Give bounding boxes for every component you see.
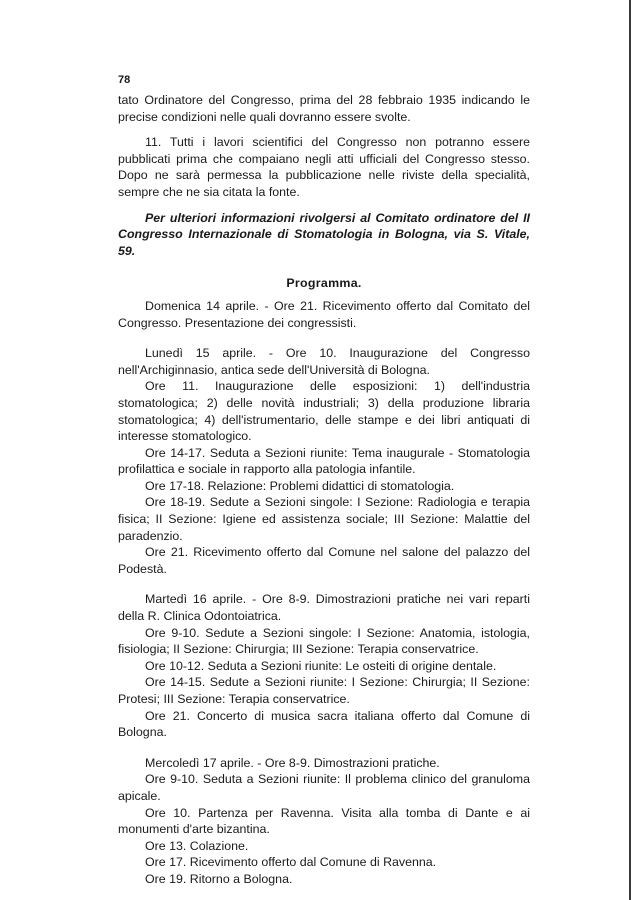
paragraph-article-11: 11. Tutti i lavori scientifici del Congresso non potranno essere pubblicati prima che compaiano negli atti ufficiali del Congresso stesso. Dopo ne sarà permessa la pubblicazione nelle riviste della specialità, sempre che ne sia citata la fonte.	[118, 135, 530, 199]
program-monday-item: Ore 17-18. Relazione: Problemi didattici di stomatologia.	[145, 478, 455, 493]
program-wednesday-item: Ore 9-10. Seduta a Sezioni riunite: Il problema clinico del granuloma apicale.	[118, 772, 530, 803]
program-tuesday-item: Ore 21. Concerto di musica sacra italiana offerto dal Comune di Bologna.	[118, 708, 530, 740]
program-monday-item: Ore 11. Inaugurazione delle esposizioni: 1) dell'industria stomatologica; 2) delle novità industriali; 3) della produzione libraria stomatologica; 4) dell'istrumentario, delle stampe e dei libri antiquati di interesse stomatologico.	[118, 379, 530, 444]
program-monday-item: Ore 14-17. Seduta a Sezioni riunite: Tema inaugurale - Stomatologia profilattica e sociale in rapporto alla patologia infantile.	[118, 445, 530, 477]
program-wednesday-intro: Mercoledì 17 aprile. - Ore 8-9. Dimostrazioni pratiche.	[145, 755, 440, 770]
program-tuesday-intro: Martedì 16 aprile. - Ore 8-9. Dimostrazioni pratiche nei vari reparti della R. Clinica Odontoiatrica.	[118, 592, 530, 624]
program-tuesday-item: Ore 9-10. Sedute a Sezioni singole: I Sezione: Anatomia, istologia, fisiologia; II Sezione: Chirurgia; III Sezione: Terapia conservatrice.	[118, 625, 530, 657]
page-number: 78	[118, 74, 131, 86]
page-body	[118, 92, 530, 888]
paragraph-contact-info: Per ulteriori informazioni rivolgersi al Comitato ordinatore del II Congresso Internazionale di Stomatologia in Bologna, via S. Vitale, 59.	[118, 210, 530, 258]
program-monday-intro: Lunedì 15 aprile. - Ore 10. Inaugurazione del Congresso nell'Archiginnasio, antica sede dell'Università di Bologna.	[118, 346, 530, 377]
program-wednesday-item: Ore 10. Partenza per Ravenna. Visita alla tomba di Dante e ai monumenti d'arte bizantina.	[118, 805, 530, 837]
program-wednesday-item: Ore 19. Ritorno a Bologna.	[145, 871, 293, 886]
program-wednesday-item: Ore 17. Ricevimento offerto dal Comune di Ravenna.	[145, 855, 437, 870]
program-wednesday-item: Ore 13. Colazione.	[145, 838, 249, 853]
program-monday-item: Ore 21. Ricevimento offerto dal Comune nel salone del palazzo del Podestà.	[118, 545, 530, 576]
paragraph-continuation: tato Ordinatore del Congresso, prima del 28 febbraio 1935 indicando le precise condizioni nelle quali dovranno essere svolte.	[118, 93, 530, 124]
program-tuesday-item: Ore 10-12. Seduta a Sezioni riunite: Le osteiti di origine dentale.	[145, 658, 497, 673]
program-monday-item: Ore 18-19. Sedute a Sezioni singole: I Sezione: Radiologia e terapia fisica; II Sezione: Igiene ed assistenza sociale; III Sezione: Malattie del paradenzio.	[118, 495, 530, 543]
program-sunday: Domenica 14 aprile. - Ore 21. Ricevimento offerto dal Comitato del Congresso. Presentazione dei congressisti.	[118, 298, 530, 330]
program-heading: Programma.	[286, 276, 362, 291]
page-edge-line	[629, 0, 631, 900]
program-tuesday-item: Ore 14-15. Sedute a Sezioni riunite: I Sezione: Chirurgia; II Sezione: Protesi; III Sezione: Terapia conservatrice.	[118, 675, 530, 706]
